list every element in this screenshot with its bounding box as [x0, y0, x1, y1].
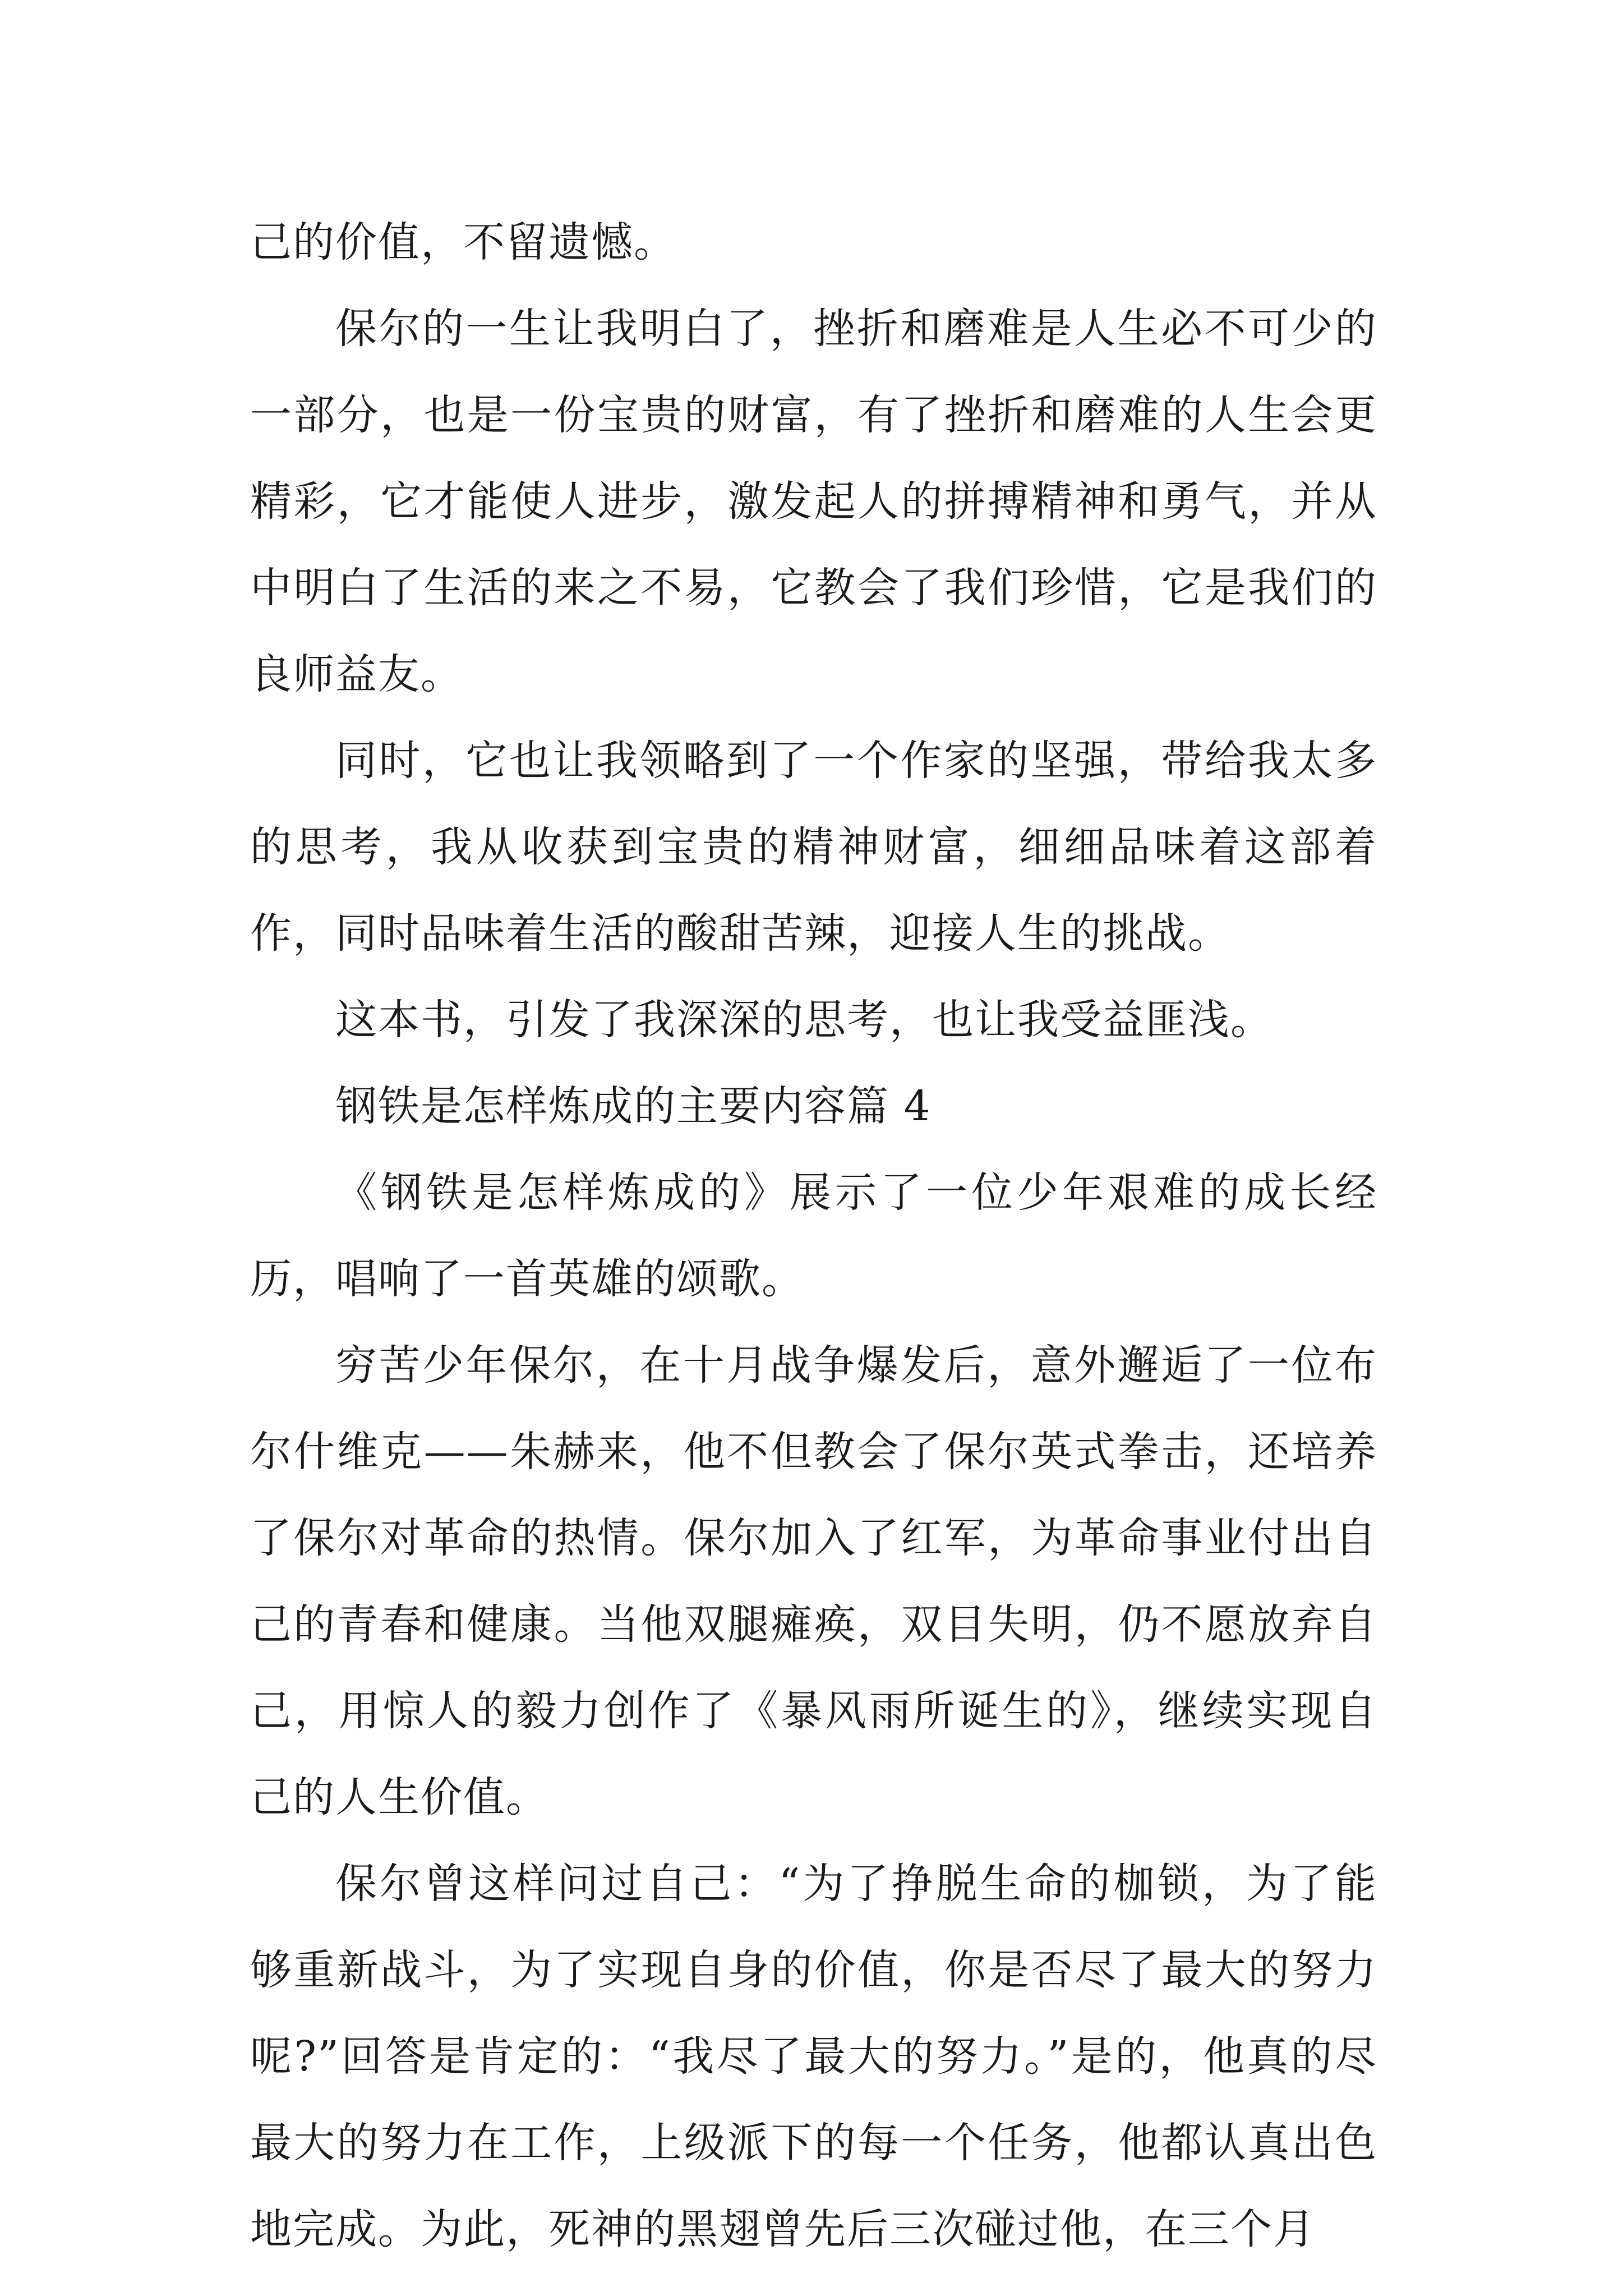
paragraph: 穷苦少年保尔，在十月战争爆发后，意外邂逅了一位布尔什维克——朱赫来，他不但教会了保尔英式拳击，还培养了保尔对革命的热情。保尔加入了红军，为革命事业付出自己的青春和健康。当他双腿瘫痪，双目失明，仍不愿放弃自己，用惊人的毅力创作了《暴风雨所诞生的》，继续实现自己的人生价值。 [250, 1341, 1377, 1821]
paragraph: 己的价值，不留遗憾。 [250, 218, 676, 266]
paragraph: 保尔曾这样问过自己：“为了挣脱生命的枷锁，为了能够重新战斗，为了实现自身的价值，你是否尽了最大的努力呢?”回答是肯定的：“我尽了最大的努力。”是的，他真的尽最大的努力在工作，上级派下的每一个任务，他都认真出色地完成。为此，死神的黑翅曾先后三次碰过他，在三个月 [250, 1860, 1377, 2253]
paragraph: 同时，它也让我领略到了一个作家的坚强，带给我太多的思考，我从收获到宝贵的精神财富，细细品味着这部着作，同时品味着生活的酸甜苦辣，迎接人生的挑战。 [250, 737, 1377, 958]
body-text [250, 199, 1377, 2272]
paragraph: 这本书，引发了我深深的思考，也让我受益匪浅。 [335, 996, 1273, 1044]
paragraph: 《钢铁是怎样炼成的》展示了一位少年艰难的成长经历，唱响了一首英雄的颂歌。 [250, 1168, 1377, 1303]
paragraph: 保尔的一生让我明白了，挫折和磨难是人生必不可少的一部分，也是一份宝贵的财富，有了挫折和磨难的人生会更精彩，它才能使人进步，激发起人的拼搏精神和勇气，并从中明白了生活的来之不易，它教会了我们珍惜，它是我们的良师益友。 [250, 305, 1377, 698]
section-heading: 钢铁是怎样炼成的主要内容篇 4 [335, 1082, 932, 1130]
